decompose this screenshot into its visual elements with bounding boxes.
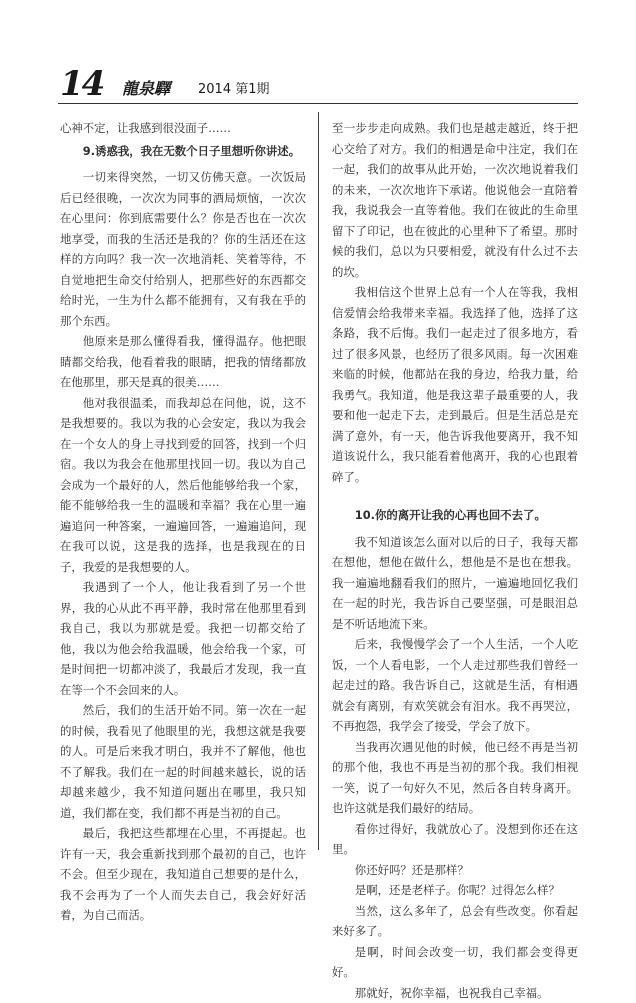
paragraph: 后来，我慢慢学会了一个人生活，一个人吃饭，一个人看电影，一个人走过那些我们曾经一起走过的路。我告诉自己，这就是生活，有相遇就会有离别，有欢笑就会有泪水。我不再哭泣，不再抱怨，我学会了接受，学会了放下。	[332, 634, 578, 737]
paragraph: 一切来得突然，一切又仿佛天意。一次饭局后已经很晚，一次次为同事的酒局烦恼，一次次在心里问：你到底需要什么？你是否也在一次次地享受，而我的生活还是我的？你的生活还在这样的方向吗？我一次一次地消耗、笑着等待，不自觉地把生命交付给别人，把那些好的东西都交给时光，一生为什么都不能拥有，又有我在乎的那个东西。	[60, 167, 306, 331]
issue-label: 2014 第1期	[198, 78, 270, 97]
paragraph: 你还好吗？还是那样？	[332, 860, 578, 881]
paragraph: 看你过得好，我就放心了。没想到你还在这里。	[332, 819, 578, 860]
paragraph: 然后，我们的生活开始不同。第一次在一起的时候，我看见了他眼里的光，我想这就是我要的人。可是后来我才明白，我并不了解他，他也不了解我。我们在一起的时间越来越长，说的话却越来越少，我不知道问题出在哪里，我只知道，我们都在变，我们都不再是当初的自己。	[60, 700, 306, 823]
paragraph: 他原来是那么懂得看我，懂得温存。他把眼睛都交给我，他看着我的眼睛，把我的情绪都放在他那里，那天是真的很美……	[60, 331, 306, 393]
paragraph: 那就好，祝你幸福，也祝我自己幸福。	[332, 983, 578, 1003]
right-column	[332, 118, 578, 1003]
paragraph: 我不知道该怎么面对以后的日子，我每天都在想他，想他在做什么，想他是不是也在想我。我一遍遍地翻看我们的照片，一遍遍地回忆我们在一起的时光，我告诉自己要坚强，可是眼泪总是不听话地流下来。	[332, 532, 578, 635]
page-header	[60, 70, 580, 104]
paragraph: 最后，我把这些都埋在心里，不再提起。也许有一天，我会重新找到那个最初的自己，也许不会。但至少现在，我知道自己想要的是什么，我不会再为了一个人而失去自己，我会好好活着，为自己而活。	[60, 823, 306, 926]
paragraph: 至一步步走向成熟。我们也是越走越近，终于把心交给了对方。我们的相遇是命中注定，我们在一起，我们的故事从此开始，一次次地说着我们的未来，一次次地许下承诺。他说他会一直陪着我，我说我会一直等着他。我们在彼此的生命里留下了印记，也在彼此的心里种下了希望。那时候的我们，总以为只要相爱，就没有什么过不去的坎。	[332, 118, 578, 282]
column-divider	[318, 112, 319, 850]
section-heading-9: 9.诱惑我，我在无数个日子里想听你讲述。	[60, 141, 306, 162]
section-heading-10: 10.你的离开让我的心再也回不去了。	[332, 505, 578, 526]
header-divider	[58, 103, 578, 104]
paragraph: 当然，这么多年了，总会有些改变。你看起来好多了。	[332, 901, 578, 942]
paragraph: 是啊，还是老样子。你呢？过得怎么样？	[332, 880, 578, 901]
paragraph: 我遇到了一个人，他让我看到了另一个世界，我的心从此不再平静，我时常在他那里看到我自己，我以为那就是爱。我把一切都交给了他，我以为他会给我温暖，他会给我一个家，可是时间把一切都冲淡了，我最后才发现，我一直在等一个不会回来的人。	[60, 577, 306, 700]
paragraph: 是啊，时间会改变一切，我们都会变得更好。	[332, 942, 578, 983]
paragraph: 他对我很温柔，而我却总在问他，说，这不是我想要的。我以为我的心会安定，我以为我会在一个女人的身上寻找到爱的回答，找到一个归宿。我以为我会在他那里找回一切。我以为自己会成为一个最好的人，然后他能够给我一个家，能不能够给我一生的温暖和幸福？我在心里一遍遍追问一种答案，一遍遍回答，一遍遍追问，现在我可以说，这是我的选择，也是我现在的日子，我爱的是我想要的人。	[60, 393, 306, 578]
paragraph: 我相信这个世界上总有一个人在等我，我相信爱情会给我带来幸福。我选择了他，选择了这条路，我不后悔。我们一起走过了很多地方，看过了很多风景，也经历了很多风雨。每一次困难来临的时候，他都站在我的身边，给我力量，给我勇气。我知道，他是我这辈子最重要的人，我要和他一起走下去，走到最后。但是生活总是充满了意外，有一天，他告诉我他要离开，我不知道该说什么，我只能看着他离开，我的心也跟着碎了。	[332, 282, 578, 487]
magazine-name: 龍泉驛	[122, 76, 170, 99]
lead-in-text: 心神不定，让我感到很没面子……	[60, 118, 306, 139]
page-number: 14	[60, 64, 103, 104]
paragraph: 当我再次遇见他的时候，他已经不再是当初的那个他，我也不再是当初的那个我。我们相视一笑，说了一句好久不见，然后各自转身离开。也许这就是我们最好的结局。	[332, 737, 578, 819]
left-column	[60, 118, 306, 926]
